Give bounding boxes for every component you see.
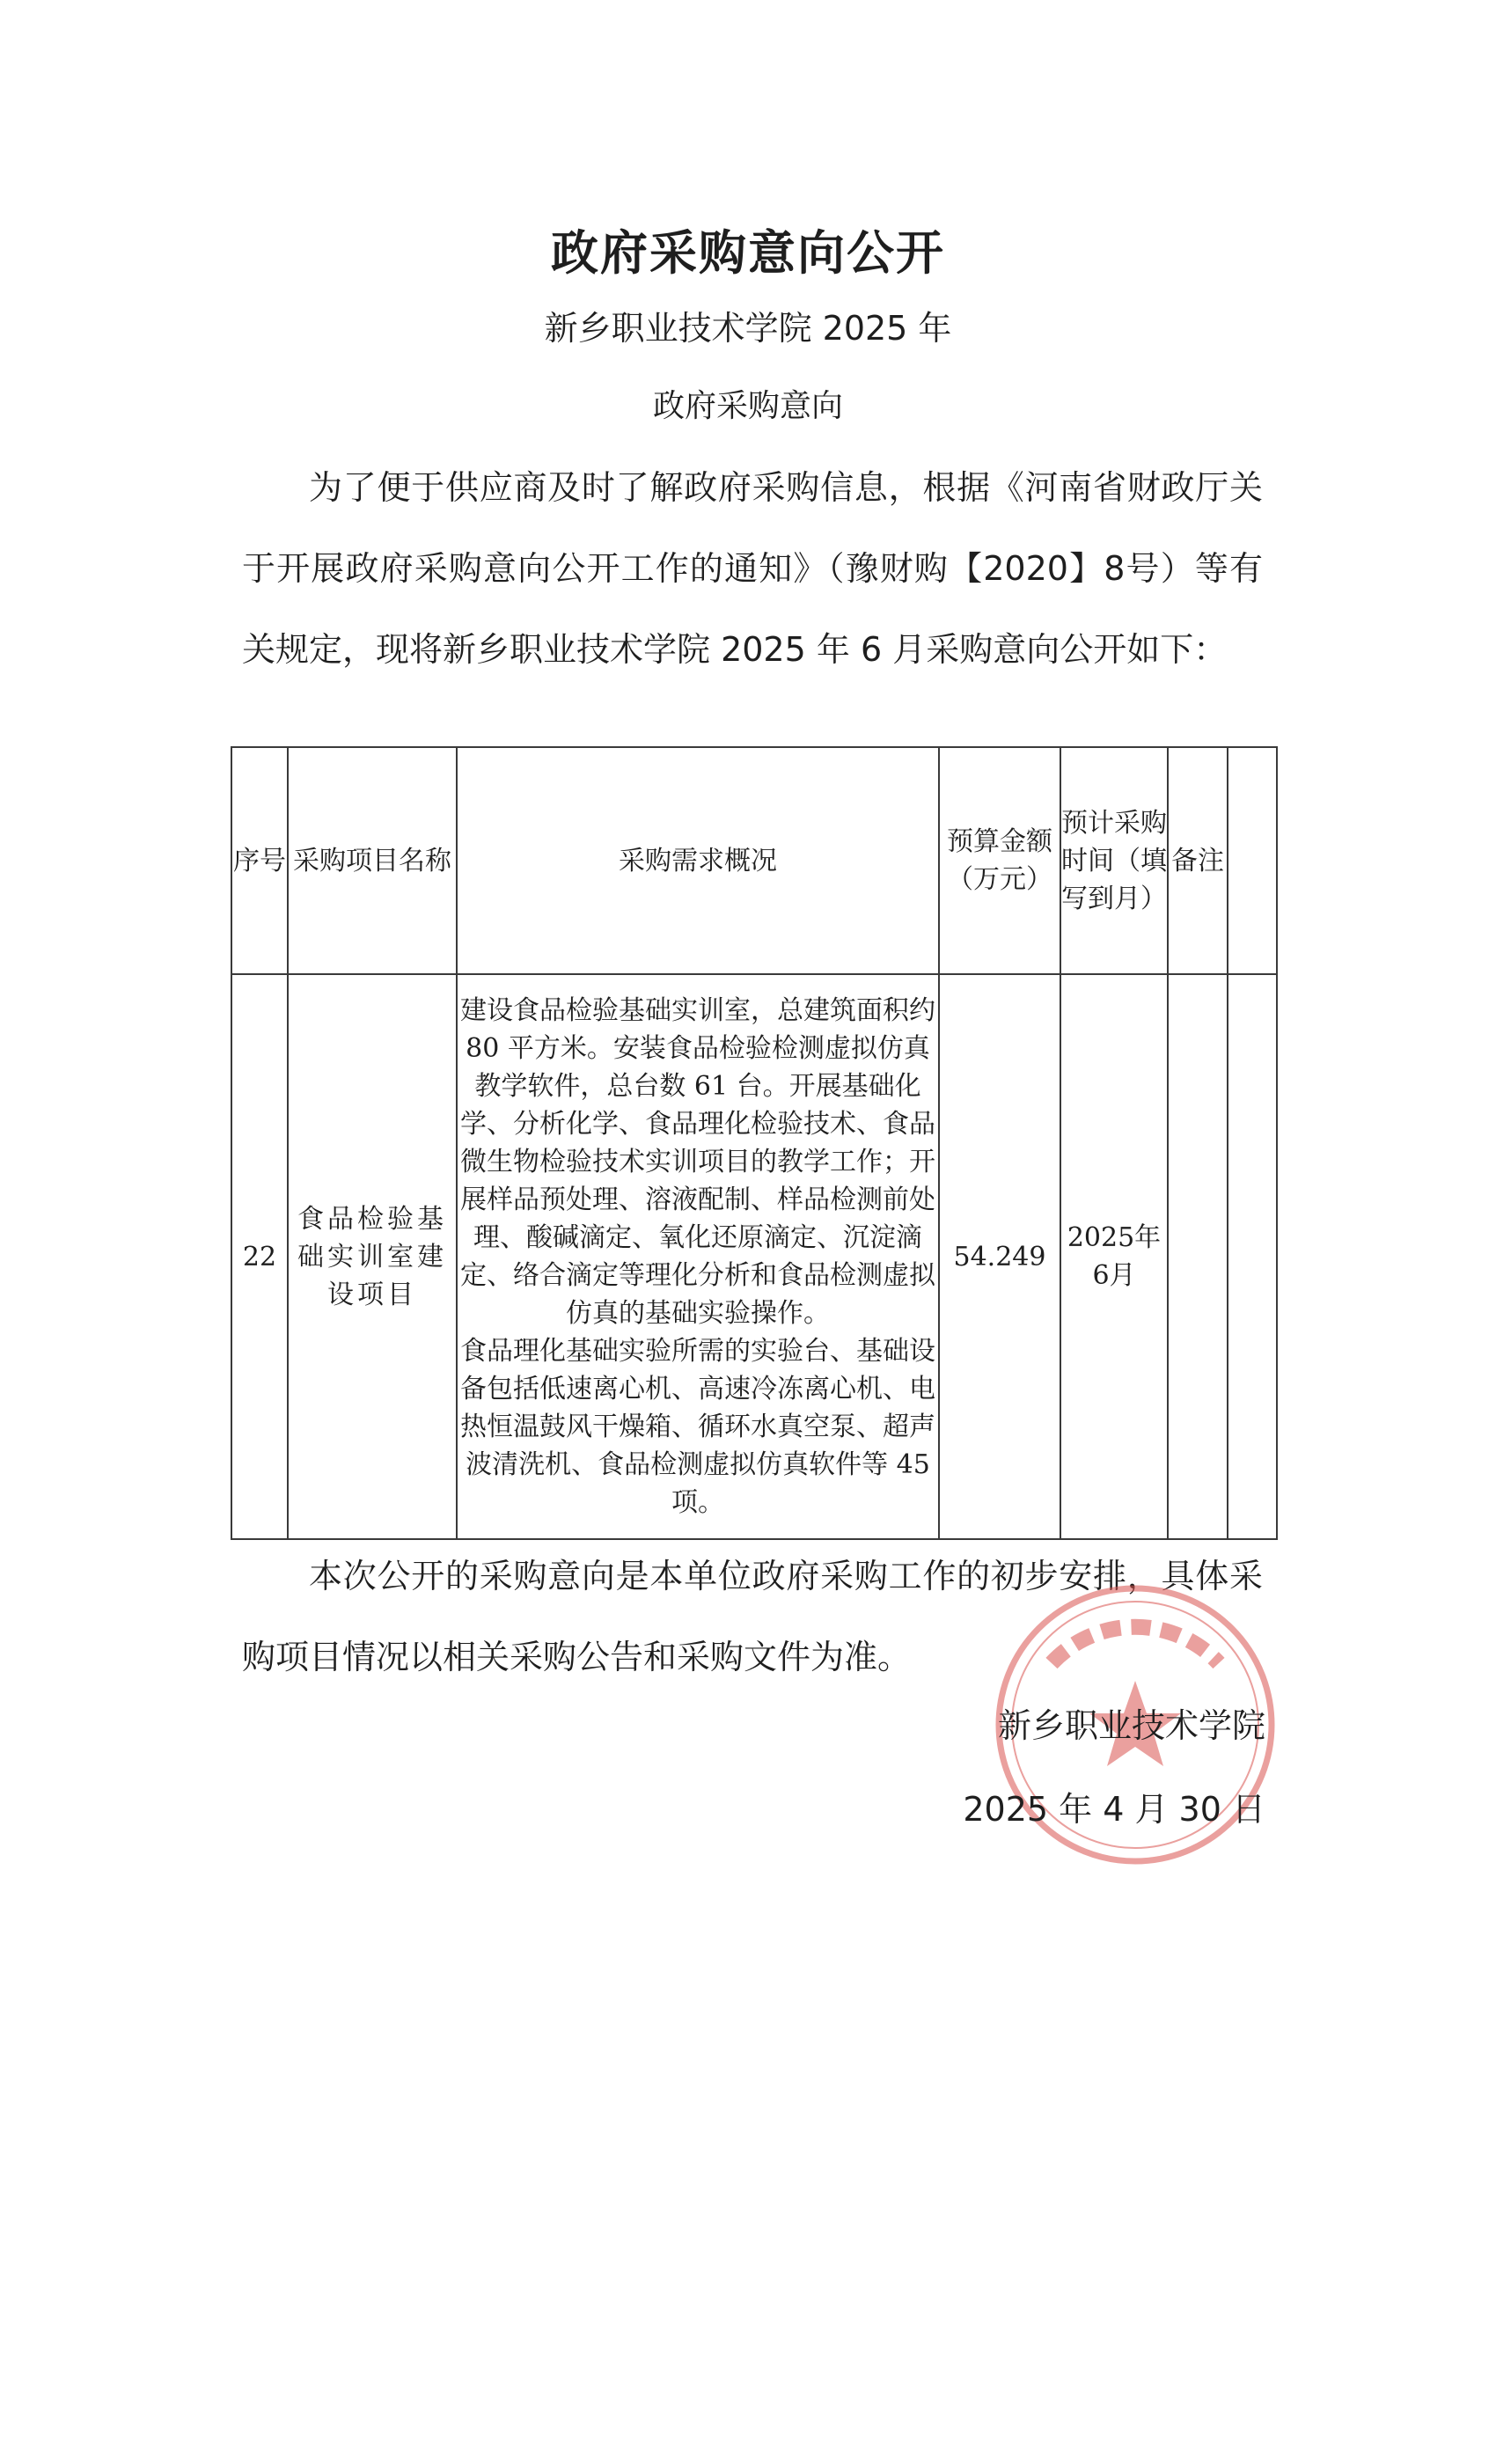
header-project-name: 采购项目名称: [288, 747, 457, 974]
document-title: 政府采购意向公开: [551, 225, 945, 281]
header-budget: 预算金额（万元）: [939, 747, 1060, 974]
cell-blank: [1228, 974, 1277, 1539]
table-header-row: [231, 747, 1277, 974]
closing-paragraph: 本次公开的采购意向是本单位政府采购工作的初步安排，具体采购项目情况以相关采购公告和采购文件为准。: [242, 1557, 1263, 1676]
header-blank-column: [1228, 747, 1277, 974]
cell-requirement-summary: 建设食品检验基础实训室，总建筑面积约 80 平方米。安装食品检验检测虚拟仿真教学软件，总台数 61 台。开展基础化学、分析化学、食品理化检验技术、食品微生物检验技术实训项目的教学工作；开展样品预处理、溶液配制、样品检测前处理、酸碱滴定、氧化还原滴定、沉淀滴定、络合滴定等理化分析和食品检测虚拟仿真的基础实验操作。 食品理化基础实验所需的实验台、基础设备包括低速离心机、高速冷冻离心机、电热恒温鼓风干燥箱、循环水真空泵、超声波清洗机、食品检测虚拟仿真软件等 45 项。: [457, 974, 939, 1539]
cell-budget: 54.249: [939, 974, 1060, 1539]
header-expected-time: 预计采购时间（填写到月）: [1060, 747, 1168, 974]
header-requirement-summary: 采购需求概况: [457, 747, 939, 974]
cell-serial-no: 22: [231, 974, 288, 1539]
procurement-table: [231, 746, 1278, 1540]
document-subtitle-intent: 政府采购意向: [652, 388, 843, 424]
header-serial-no: 序号: [231, 747, 288, 974]
table-row: [231, 974, 1277, 1539]
signature-organization: 新乡职业技术学院: [997, 1706, 1265, 1745]
header-note: 备注: [1168, 747, 1228, 974]
cell-note: [1168, 974, 1228, 1539]
cell-project-name: 食品检验基础实训室建设项目: [288, 974, 457, 1539]
intro-paragraph: 为了便于供应商及时了解政府采购信息，根据《河南省财政厅关于开展政府采购意向公开工作的通知》（豫财购【2020】8号）等有关规定，现将新乡职业技术学院 2025 年 6 月采购意向公开如下：: [242, 468, 1263, 669]
cell-expected-time: 2025年6月: [1060, 974, 1168, 1539]
signature-date: 2025 年 4 月 30 日: [963, 1790, 1265, 1829]
document-subtitle-institution: 新乡职业技术学院 2025 年: [544, 309, 952, 348]
